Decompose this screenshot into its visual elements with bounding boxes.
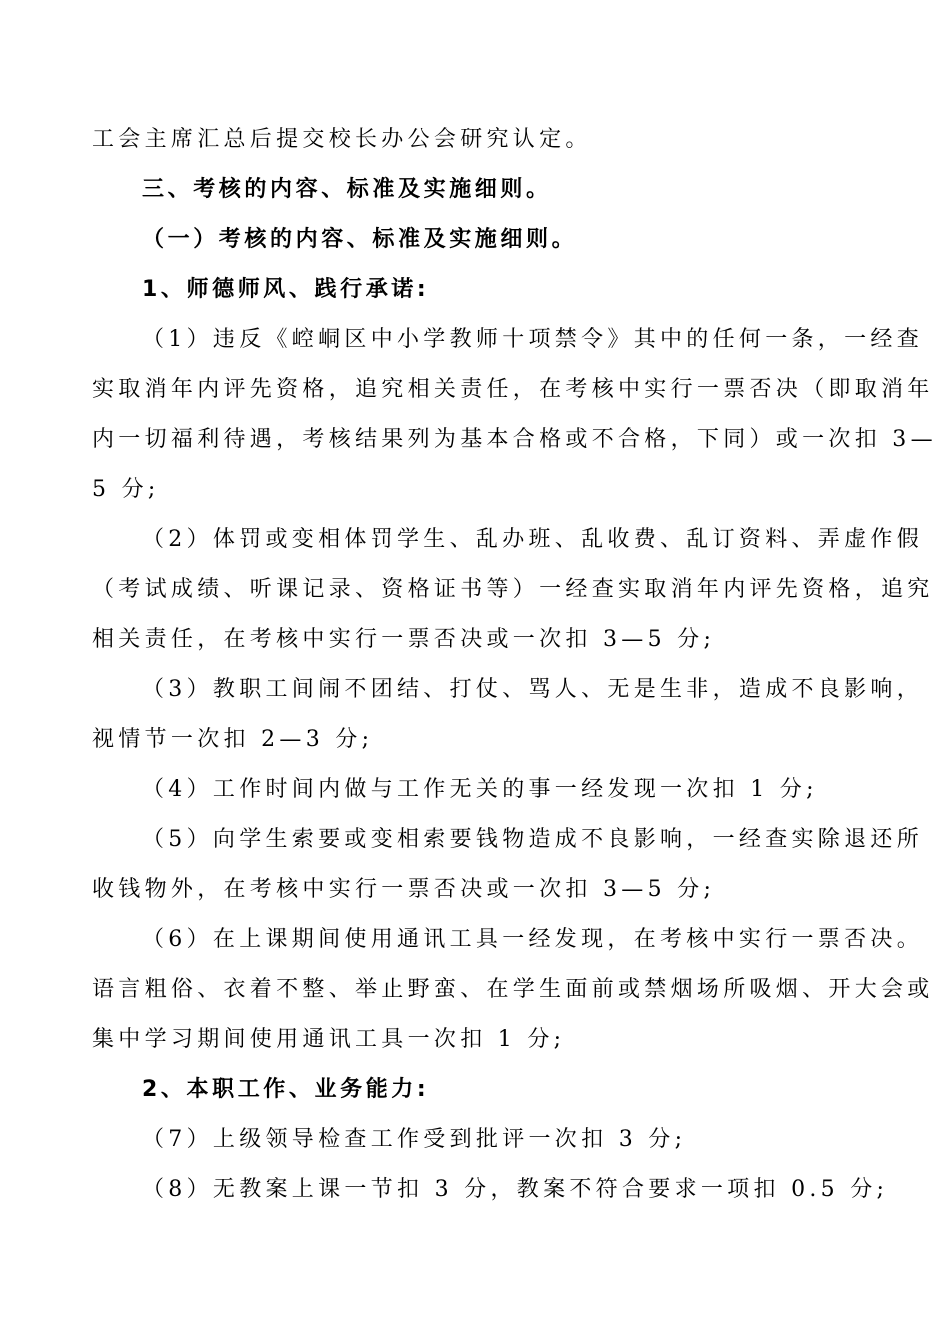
document-page [92, 127, 937, 1228]
section-heading-three: 三、考核的内容、标准及实施细则。 [142, 177, 552, 202]
rule-6-line-1: （6）在上课期间使用通讯工具一经发现，在考核中实行一票否决。 [142, 927, 923, 952]
paragraph-continuation: 工会主席汇总后提交校长办公会研究认定。 [92, 127, 592, 152]
rule-5-line-2: 收钱物外，在考核中实行一票否决或一次扣 3—5 分; [92, 877, 716, 902]
rule-4-line-1: （4）工作时间内做与工作无关的事一经发现一次扣 1 分; [142, 777, 818, 802]
rule-3-line-1: （3）教职工间闹不团结、打仗、骂人、无是生非，造成不良影响， [142, 677, 923, 702]
rule-2-line-3: 相关责任，在考核中实行一票否决或一次扣 3—5 分; [92, 627, 716, 652]
rule-5-line-1: （5）向学生索要或变相索要钱物造成不良影响，一经查实除退还所 [142, 827, 923, 852]
rule-1-line-1: （1）违反《崆峒区中小学教师十项禁令》其中的任何一条，一经查 [142, 327, 923, 352]
rule-1-line-2: 实取消年内评先资格，追究相关责任，在考核中实行一票否决（即取消年 [92, 377, 934, 402]
rule-3-line-2: 视情节一次扣 2—3 分; [92, 727, 374, 752]
rule-6-line-3: 集中学习期间使用通讯工具一次扣 1 分; [92, 1027, 566, 1052]
rule-6-line-2: 语言粗俗、衣着不整、举止野蛮、在学生面前或禁烟场所吸烟、开大会或 [92, 977, 934, 1002]
rule-7-line-1: （7）上级领导检查工作受到批评一次扣 3 分; [142, 1127, 687, 1152]
rule-2-line-1: （2）体罚或变相体罚学生、乱办班、乱收费、乱订资料、弄虚作假 [142, 527, 923, 552]
subsection-heading-one: （一）考核的内容、标准及实施细则。 [142, 227, 578, 252]
item-heading-duties: 2、本职工作、业务能力: [142, 1077, 430, 1102]
rule-1-line-4: 5 分; [92, 477, 160, 502]
rule-1-line-3: 内一切福利待遇，考核结果列为基本合格或不合格，下同）或一次扣 3— [92, 427, 937, 452]
rule-2-line-2: （考试成绩、听课记录、资格证书等）一经查实取消年内评先资格，追究 [92, 577, 934, 602]
item-heading-ethics: 1、师德师风、践行承诺: [142, 277, 430, 302]
rule-8-line-1: （8）无教案上课一节扣 3 分，教案不符合要求一项扣 0.5 分; [142, 1177, 889, 1202]
